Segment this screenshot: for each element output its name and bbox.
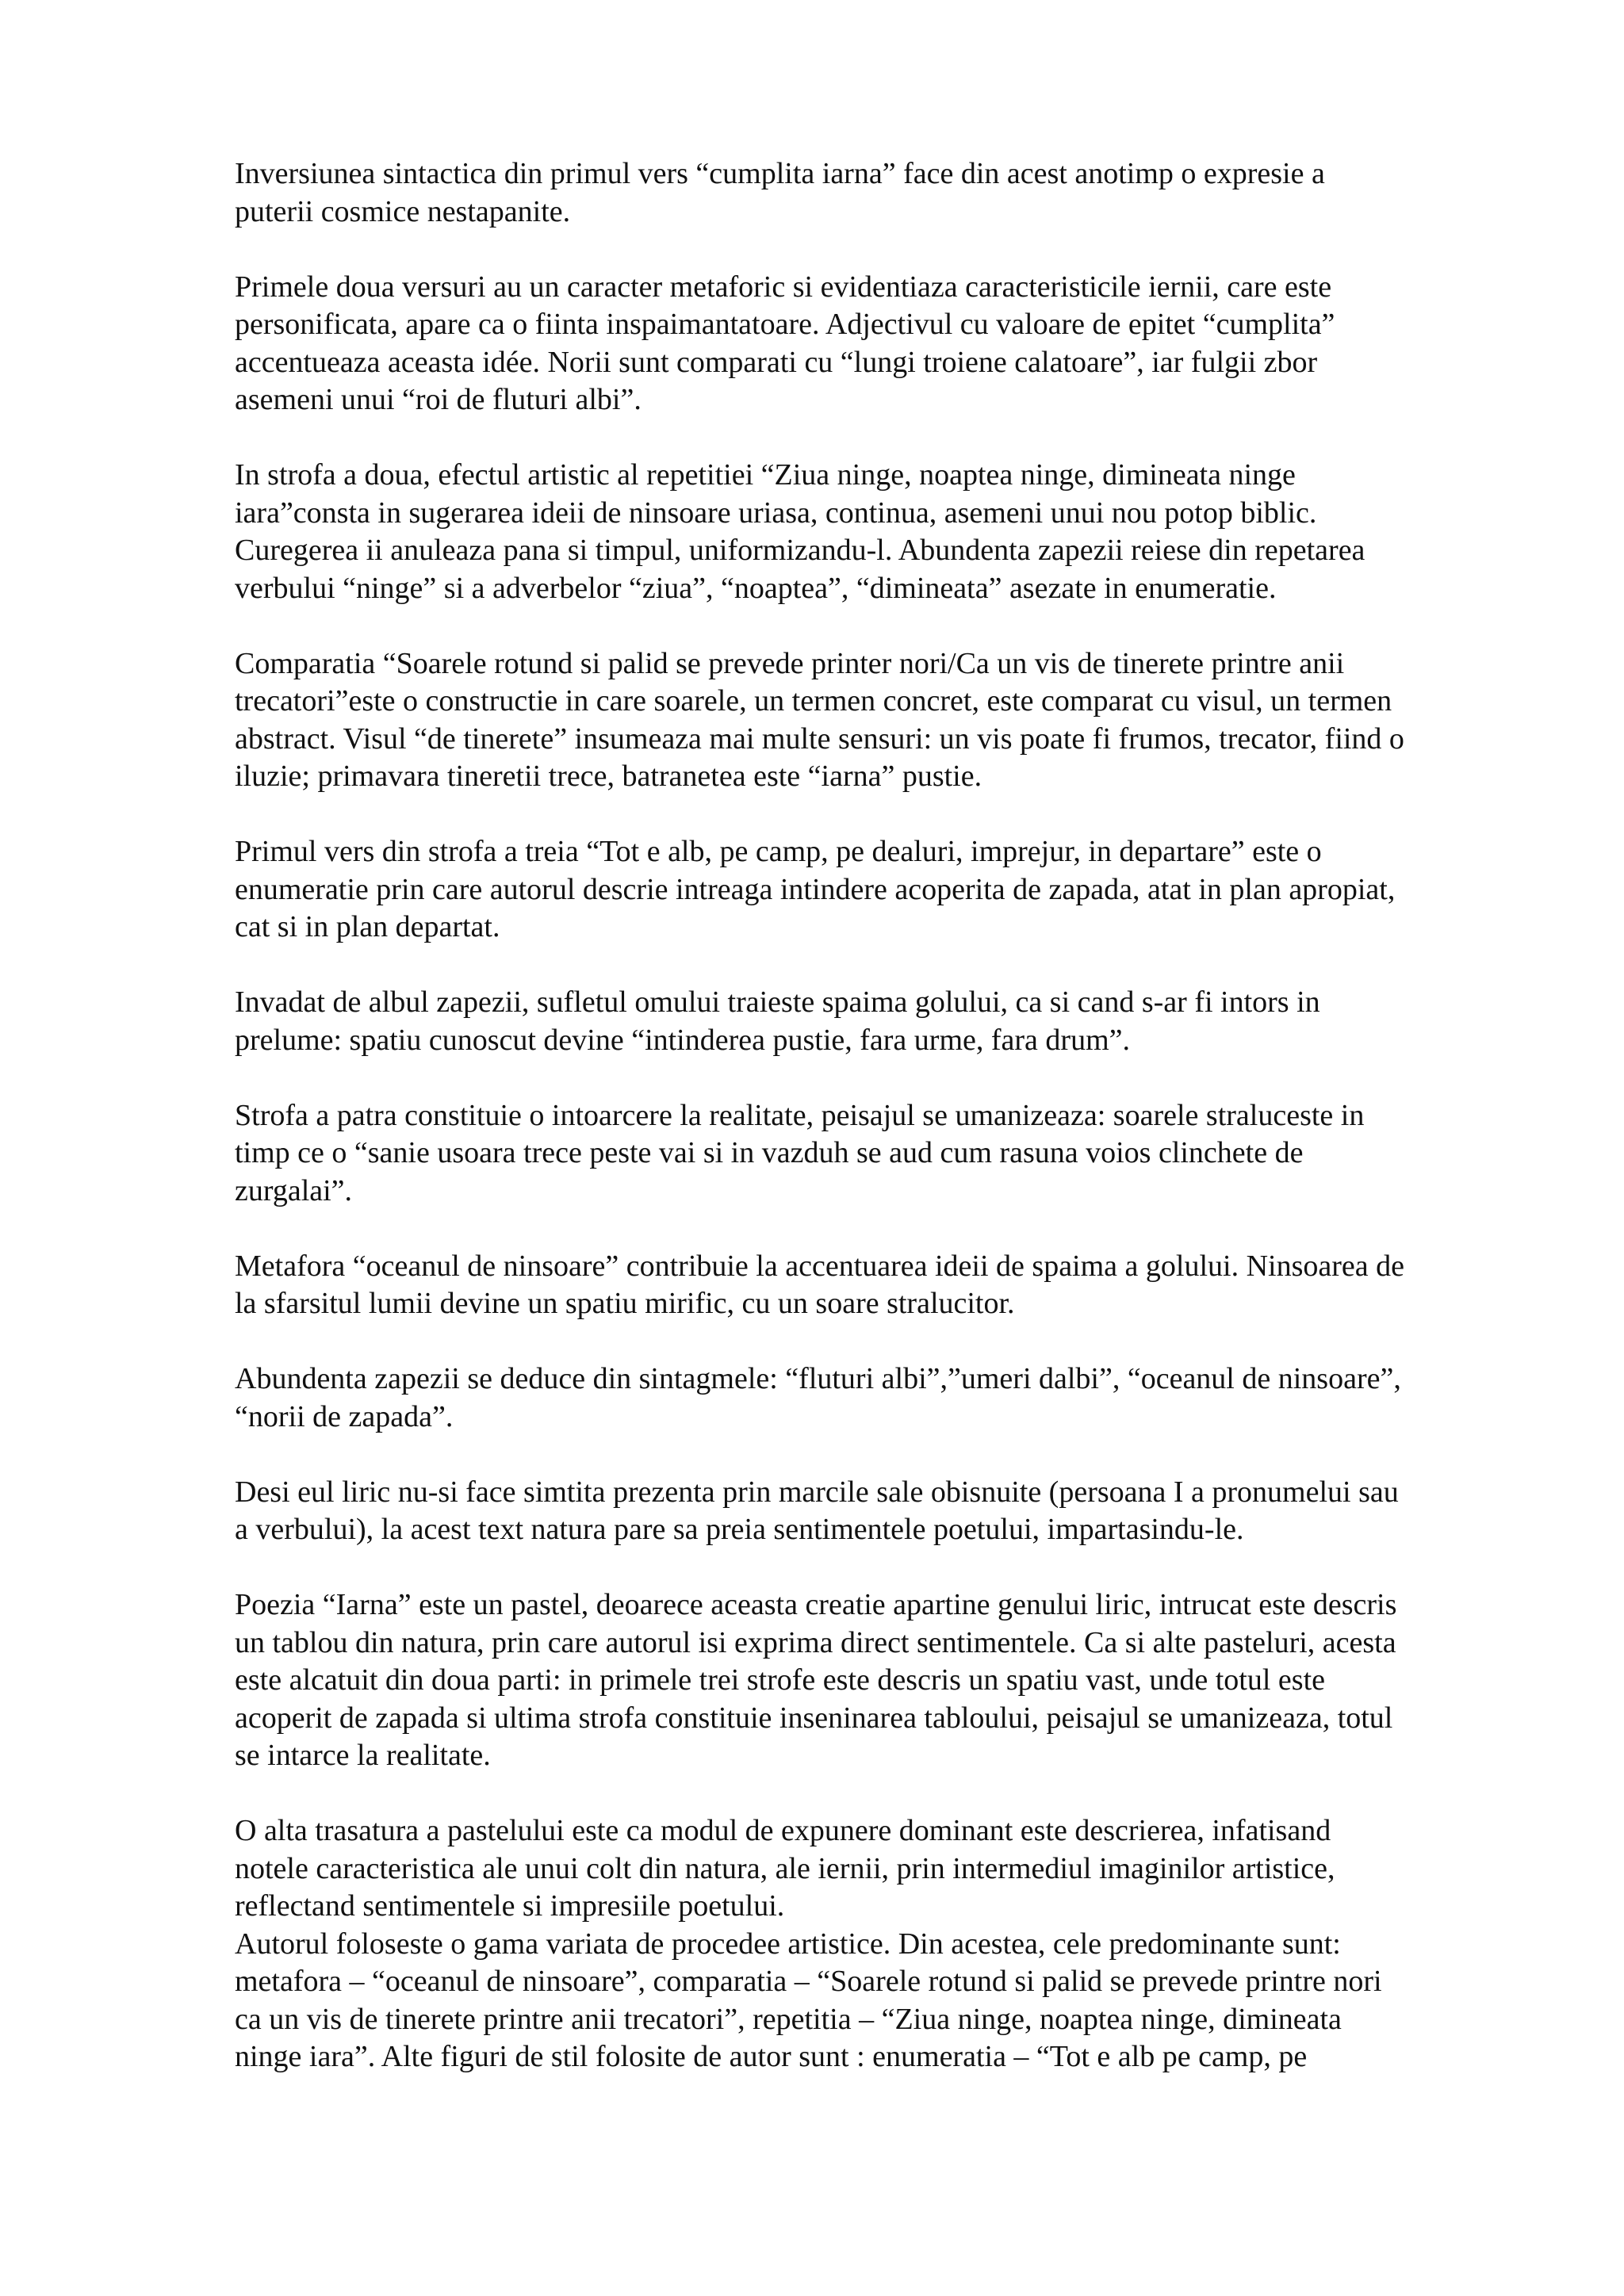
paragraph: [235, 1926, 1535, 2076]
paragraph: [235, 645, 1535, 796]
text-line: acoperit de zapada si ultima strofa constituie inseninarea tabloului, peisajul se umanizeaza, totul: [235, 1701, 1393, 1735]
text-line: asemeni unui “roi de fluturi albi”.: [235, 383, 642, 416]
text-line: trecatori”este o constructie in care soarele, un termen concret, este comparat cu visul, un termen: [235, 684, 1392, 718]
text-line: un tablou din natura, prin care autorul isi exprima direct sentimentele. Ca si alte pasteluri, acesta: [235, 1625, 1396, 1659]
text-line: Primul vers din strofa a treia “Tot e alb, pe camp, pe dealuri, imprejur, in departare” este o: [235, 835, 1322, 868]
paragraph: [235, 1474, 1535, 1549]
text-line: la sfarsitul lumii devine un spatiu mirific, cu un soare stralucitor.: [235, 1287, 1015, 1320]
text-line: prelume: spatiu cunoscut devine “intinderea pustie, fara urme, fara drum”.: [235, 1023, 1130, 1057]
paragraph: [235, 457, 1535, 607]
document-body: [235, 155, 1535, 2114]
text-line: Inversiunea sintactica din primul vers “cumplita iarna” face din acest anotimp o expresie a: [235, 157, 1325, 190]
text-line: personificata, apare ca o fiinta inspaimantatoare. Adjectivul cu valoare de epitet “cumplita”: [235, 308, 1335, 341]
text-line: iara”consta in sugerarea ideii de ninsoare uriasa, continua, asemeni unui nou potop biblic.: [235, 496, 1317, 530]
text-line: zurgalai”.: [235, 1173, 353, 1207]
text-line: Abundenta zapezii se deduce din sintagmele: “fluturi albi”,”umeri dalbi”, “oceanul de ninsoare”,: [235, 1362, 1401, 1395]
text-line: este alcatuit din doua parti: in primele trei strofe este descris un spatiu vast, unde totul este: [235, 1663, 1325, 1697]
text-line: enumeratie prin care autorul descrie intreaga intindere acoperita de zapada, atat in plan apropiat,: [235, 872, 1396, 906]
text-line: timp ce o “sanie usoara trece peste vai si in vazduh se aud cum rasuna voios clinchete de: [235, 1136, 1304, 1169]
text-line: Desi eul liric nu-si face simtita prezenta prin marcile sale obisnuite (persoana I a pronumelui sau: [235, 1475, 1399, 1509]
text-line: Curegerea ii anuleaza pana si timpul, uniformizandu-l. Abundenta zapezii reiese din repetarea: [235, 534, 1365, 567]
paragraph: [235, 1812, 1535, 1926]
text-line: iluzie; primavara tineretii trece, batranetea este “iarna” pustie.: [235, 760, 982, 793]
paragraph: [235, 1586, 1535, 1775]
text-line: Autorul foloseste o gama variata de procedee artistice. Din acestea, cele predominante sunt:: [235, 1927, 1341, 1961]
text-line: In strofa a doua, efectul artistic al repetitiei “Ziua ninge, noaptea ninge, dimineata ninge: [235, 458, 1296, 492]
text-line: accentueaza aceasta idée. Norii sunt comparati cu “lungi troiene calatoare”, iar fulgii zbor: [235, 345, 1318, 379]
paragraph: [235, 1248, 1535, 1323]
paragraph: [235, 1097, 1535, 1211]
text-line: O alta trasatura a pastelului este ca modul de expunere dominant este descrierea, infatisand: [235, 1814, 1331, 1847]
text-line: abstract. Visul “de tinerete” insumeaza mai multe sensuri: un vis poate fi frumos, trecator, fiind o: [235, 721, 1404, 756]
text-line: Comparatia “Soarele rotund si palid se prevede printer nori/Ca un vis de tinerete printre anii: [235, 646, 1345, 680]
paragraph: [235, 269, 1535, 419]
text-line: notele caracteristica ale unui colt din natura, ale iernii, prin intermediul imaginilor artistice,: [235, 1851, 1335, 1885]
text-line: puterii cosmice nestapanite.: [235, 194, 571, 228]
paragraph: [235, 984, 1535, 1059]
text-line: verbului “ninge” si a adverbelor “ziua”, “noaptea”, “dimineata” asezate in enumeratie.: [235, 571, 1277, 605]
text-line: Strofa a patra constituie o intoarcere la realitate, peisajul se umanizeaza: soarele straluceste in: [235, 1098, 1365, 1132]
paragraph: [235, 833, 1535, 947]
text-line: Primele doua versuri au un caracter metaforic si evidentiaza caracteristicile iernii, care este: [235, 270, 1332, 304]
text-line: cat si in plan departat.: [235, 910, 500, 943]
paragraph: [235, 1360, 1535, 1436]
text-line: Invadat de albul zapezii, sufletul omului traieste spaima golului, ca si cand s-ar fi intors in: [235, 985, 1320, 1019]
text-line: Metafora “oceanul de ninsoare” contribuie la accentuarea ideii de spaima a golului. Ninsoarea de: [235, 1249, 1404, 1283]
text-line: Poezia “Iarna” este un pastel, deoarece aceasta creatie apartine genului liric, intrucat este descris: [235, 1588, 1397, 1621]
paragraph: [235, 155, 1535, 231]
text-line: “norii de zapada”.: [235, 1399, 454, 1433]
text-line: se intarce la realitate.: [235, 1739, 491, 1772]
text-line: ninge iara”. Alte figuri de stil folosite de autor sunt : enumeratia – “Tot e alb pe camp, pe: [235, 2040, 1308, 2073]
text-line: metafora – “oceanul de ninsoare”, comparatia – “Soarele rotund si palid se prevede printre nori: [235, 1965, 1382, 1998]
text-line: reflectand sentimentele si impresiile poetului.: [235, 1889, 785, 1923]
text-line: a verbului), la acest text natura pare sa preia sentimentele poetului, impartasindu-le.: [235, 1513, 1244, 1546]
text-line: ca un vis de tinerete printre anii trecatori”, repetitia – “Ziua ninge, noaptea ninge, dimineata: [235, 2002, 1342, 2036]
